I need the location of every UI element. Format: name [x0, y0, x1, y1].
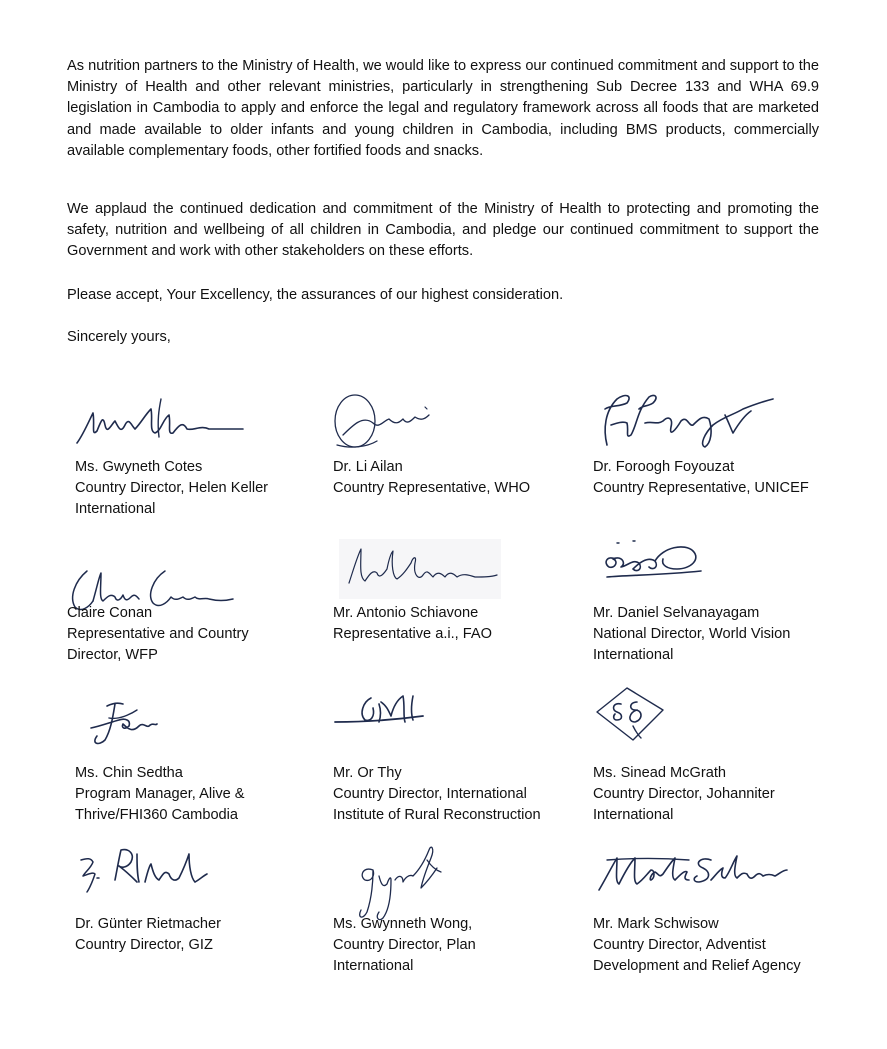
- signature-image-mcgrath: [593, 686, 673, 756]
- signatory-name: Dr. Günter Rietmacher: [75, 916, 221, 932]
- signatory-name: Dr. Foroogh Foyouzat: [593, 459, 735, 475]
- signature-image-selvanayagam: [593, 535, 713, 595]
- signatory-title: Country Director, Johanniter: [593, 786, 775, 803]
- signatory-name: Mr. Mark Schwisow: [593, 916, 719, 932]
- signatory-name: Ms. Gwyneth Cotes: [75, 459, 203, 475]
- signatory-title: Country Director, GIZ: [75, 937, 213, 954]
- signatory-title: Country Director, International: [333, 786, 527, 803]
- signatory-title: International: [593, 647, 674, 664]
- signature-image-sedtha: [75, 690, 175, 760]
- signatory-title: Country Representative, UNICEF: [593, 480, 809, 497]
- signatory-title: Thrive/FHI360 Cambodia: [75, 807, 239, 824]
- signatory-name: Dr. Li Ailan: [333, 459, 403, 475]
- signatory-title: Program Manager, Alive &: [75, 786, 245, 803]
- signatory-name: Ms. Chin Sedtha: [75, 765, 183, 781]
- signatory-title: Country Representative, WHO: [333, 480, 531, 497]
- signatory-title: Representative a.i., FAO: [333, 626, 492, 643]
- signatory-name: Claire Conan: [67, 605, 153, 621]
- signatory-name: Mr. Antonio Schiavone: [333, 605, 479, 621]
- signatory-title: Development and Relief Agency: [593, 958, 801, 975]
- signatory-title: International: [333, 958, 414, 975]
- signatory-name: Ms. Gwynneth Wong,: [333, 916, 473, 932]
- signatory-title: Institute of Rural Reconstruction: [333, 807, 541, 824]
- signatory-name: Ms. Sinead McGrath: [593, 765, 727, 781]
- signatory-title: Country Director, Plan: [333, 937, 476, 954]
- letter-closing: Sincerely yours,: [67, 329, 171, 345]
- signatory-title: International: [75, 501, 156, 518]
- signatory-title: National Director, World Vision: [593, 626, 791, 643]
- signatory-name: Mr. Or Thy: [333, 765, 402, 781]
- signatory-name: Mr. Daniel Selvanayagam: [593, 605, 760, 621]
- signature-image-schwisow: [593, 840, 793, 900]
- signature-image-rietmacher: [75, 840, 215, 900]
- signatory-title: Country Director, Helen Keller: [75, 480, 269, 497]
- signature-image-foyouzat: [593, 385, 773, 455]
- letter-paragraph-assurances: Please accept, Your Excellency, the assurances of our highest consideration.: [67, 287, 564, 303]
- signature-image-schiavone: [333, 535, 503, 605]
- signatory-title: Country Director, Adventist: [593, 937, 766, 954]
- signature-image-ailan: [333, 385, 453, 455]
- letter-paragraph-commitment: As nutrition partners to the Ministry of Health, we would like to express our continued commitment and support to the Ministry of Health and other relevant ministries, particularly in strengthening Sub Decree 133 and WHA 69.9 legislation in Cambodia to apply and enforce the legal and regulatory framework across all foods that are marketed and made available to older infants and young children in Cambodia, including BMS products, commercially available complementary foods, other fortified foods and snacks.: [67, 58, 819, 159]
- signatory-title: Director, WFP: [67, 647, 158, 664]
- signatory-title: International: [593, 807, 674, 824]
- signature-image-cotes: [75, 385, 245, 455]
- letter-paragraph-applaud: We applaud the continued dedication and commitment of the Ministry of Health to protecting and promoting the safety, nutrition and wellbeing of all children in Cambodia, and pledge our continued commitment to support the Government and work with other stakeholders on these efforts.: [67, 201, 819, 260]
- signature-image-thy: [333, 686, 443, 746]
- signatory-title: Representative and Country: [67, 626, 249, 643]
